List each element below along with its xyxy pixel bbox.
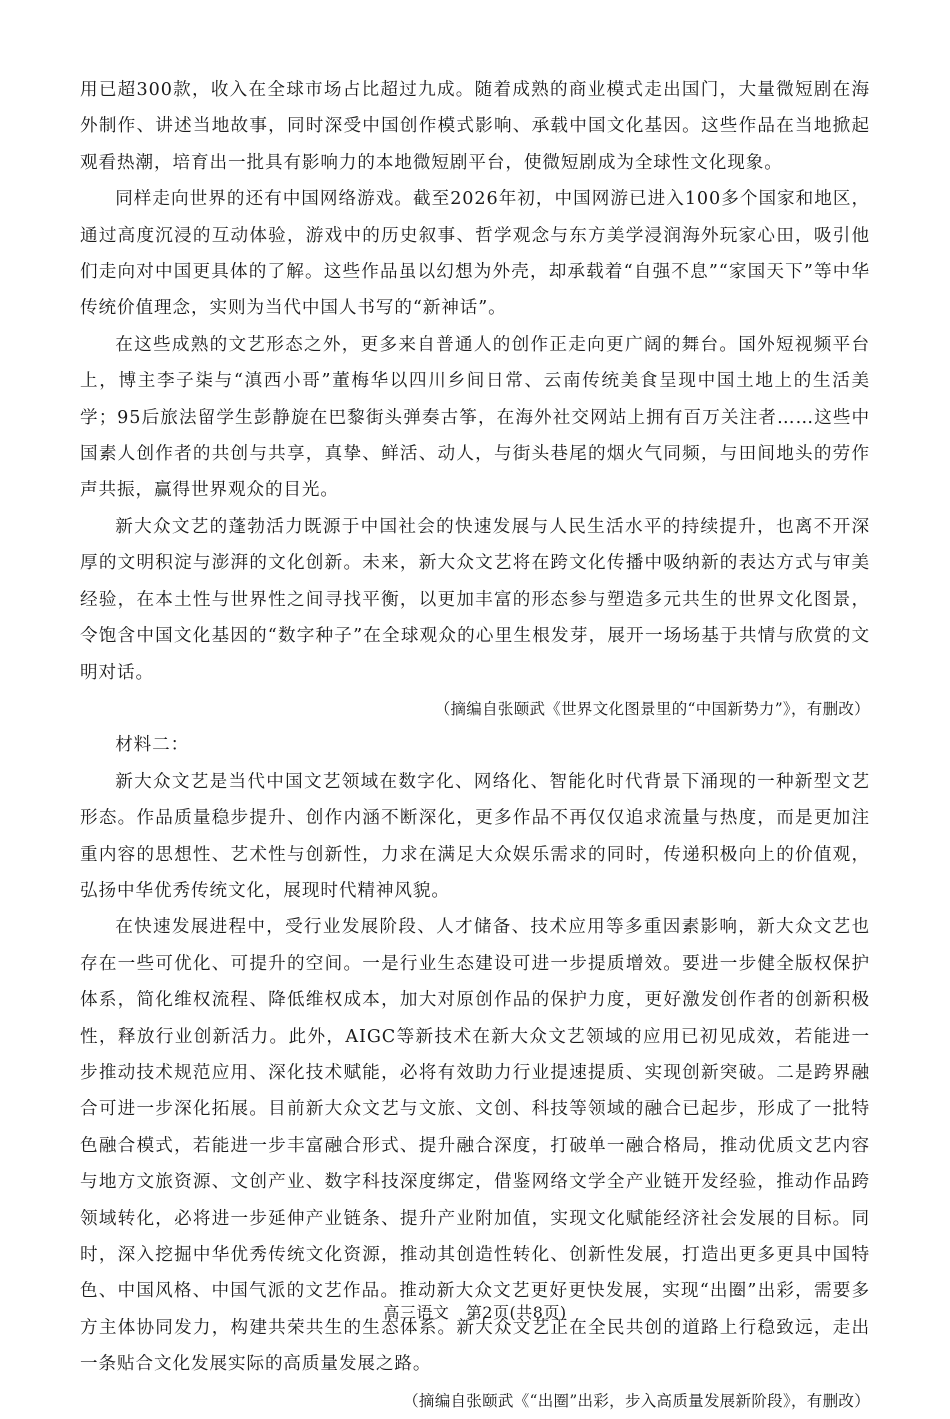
source-citation-2: （摘编自张颐武《“出圈”出彩，步入高质量发展新阶段》，有删改） (403, 1391, 870, 1410)
paragraph-online-games: 同样走向世界的还有中国网络游戏。截至2026年初，中国网游已进入100多个国家和地区，通过高度沉浸的互动体验，游戏中的历史叙事、哲学观念与东方美学浸润海外玩家心田，吸引他们走向对中国更具体的了解。这些作品虽以幻想为外壳，却承载着“自强不息”“家国天下”等中华传统价值理念，实则为当代中国人书写的“新神话”。 (80, 189, 870, 319)
paragraph-development: 在快速发展进程中，受行业发展阶段、人才储备、技术应用等多重因素影响，新大众文艺也存在一些可优化、可提升的空间。一是行业生态建设可进一步提质增效。要进一步健全版权保护体系，简化维权流程、降低维权成本，加大对原创作品的保护力度，更好激发创作者的创新积极性，释放行业创新活力。此外，AIGC等新技术在新大众文艺领域的应用已初见成效，若能进一步推动技术规范应用、深化技术赋能，必将有效助力行业提速提质、实现创新突破。二是跨界融合可进一步深化拓展。目前新大众文艺与文旅、文创、科技等领域的融合已起步，形成了一批特色融合模式，若能进一步丰富融合形式、提升融合深度，打破单一融合格局，推动优质文艺内容与地方文旅资源、文创产业、数字科技深度绑定，借鉴网络文学全产业链开发经验，推动作品跨领域转化，必将进一步延伸产业链条、提升产业附加值，实现文化赋能经济社会发展的目标。同时，深入挖掘中华优秀传统文化资源，推动其创造性转化、创新性发展，打造出更多更具中国特色、中国风格、中国气派的文艺作品。推动新大众文艺更好更快发展，实现“出圈”出彩，需要多方主体协同发力，构建共荣共生的生态体系。新大众文艺正在全民共创的道路上行稳致远，走出一条贴合文化发展实际的高质量发展之路。 (80, 917, 870, 1375)
paragraph-amateur-creators: 在这些成熟的文艺形态之外，更多来自普通人的创作正走向更广阔的舞台。国外短视频平台上，博主李子柒与“滇西小哥”董梅华以四川乡间日常、云南传统美食呈现中国土地上的生活美学；95后旅法留学生彭静旋在巴黎街头弹奏古筝，在海外社交网站上拥有百万关注者……这些中国素人创作者的共创与共享，真挚、鲜活、动人，与街头巷尾的烟火气同频，与田间地头的劳作声共振，赢得世界观众的目光。 (80, 334, 870, 501)
paragraph-continued: 用已超300款，收入在全球市场占比超过九成。随着成熟的商业模式走出国门，大量微短剧在海外制作、讲述当地故事，同时深受中国创作模式影响、承载中国文化基因。这些作品在当地掀起观看热潮，培育出一批具有影响力的本地微短剧平台，使微短剧成为全球性文化现象。 (80, 80, 870, 173)
paragraph-future-outlook: 新大众文艺的蓬勃活力既源于中国社会的快速发展与人民生活水平的持续提升，也离不开深厚的文明积淀与澎湃的文化创新。未来，新大众文艺将在跨文化传播中吸纳新的表达方式与审美经验，在本土性与世界性之间寻找平衡，以更加丰富的形态参与塑造多元共生的世界文化图景，令饱含中国文化基因的“数字种子”在全球观众的心里生根发芽，展开一场场基于共情与欣赏的文明对话。 (80, 516, 870, 683)
page-footer: 高三语文 第2页(共8页) (383, 1303, 567, 1322)
material-2-heading: 材料二： (115, 735, 190, 756)
source-citation-1: （摘编自张颐武《世界文化图景里的“中国新势力”》，有删改） (434, 699, 870, 718)
paragraph-definition: 新大众文艺是当代中国文艺领域在数字化、网络化、智能化时代背景下涌现的一种新型文艺形态。作品质量稳步提升、创作内涵不断深化，更多作品不再仅仅追求流量与热度，而是更加注重内容的思想性、艺术性与创新性，力求在满足大众娱乐需求的同时，传递积极向上的价值观，弘扬中华优秀传统文化，展现时代精神风貌。 (80, 771, 870, 901)
